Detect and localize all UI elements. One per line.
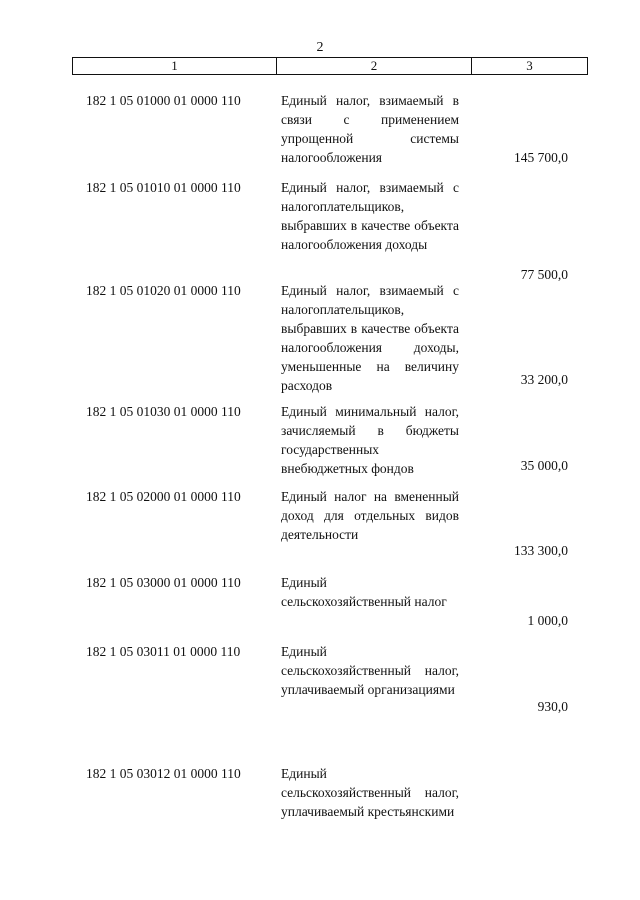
row-description: Единый минимальный налог, зачисляемый в бюджеты государственных внебюджетных фондов [281,404,459,476]
column-header-3: 3 [526,58,533,73]
table-header [72,57,588,75]
row-code: 182 1 05 03012 01 0000 110 [86,766,241,781]
row-code: 182 1 05 01030 01 0000 110 [86,404,241,419]
row-amount: 133 300,0 [514,543,568,558]
row-description: Единый сельскохозяйственный налог, уплачиваемый организациями [281,644,459,697]
column-header-1: 1 [73,58,277,74]
row-description: Единый налог, взимаемый с налогоплательщиков, выбравших в качестве объекта налогообложения доходы, уменьшенные на величину расходов [281,283,459,393]
row-code: 182 1 05 01020 01 0000 110 [86,283,241,298]
row-amount: 1 000,0 [527,613,568,628]
row-description: Единый налог, взимаемый в связи с применением упрощенной системы налогообложения [281,93,459,165]
row-amount: 77 500,0 [520,267,568,282]
row-amount: 145 700,0 [514,150,568,165]
row-code: 182 1 05 01010 01 0000 110 [86,180,241,195]
row-description: Единый налог, взимаемый с налогоплательщиков, выбравших в качестве объекта налогообложения доходы [281,180,459,252]
row-code: 182 1 05 03011 01 0000 110 [86,644,241,659]
row-description: Единый сельскохозяйственный налог, уплачиваемый крестьянскими [281,766,459,819]
page-number: 2 [316,40,324,55]
row-amount: 35 000,0 [520,458,568,473]
row-description: Единый сельскохозяйственный налог [281,575,447,609]
row-amount: 930,0 [537,699,568,714]
column-header-2: 2 [277,58,472,74]
row-code: 182 1 05 03000 01 0000 110 [86,575,241,590]
row-amount: 33 200,0 [520,372,568,387]
row-description: Единый налог на вмененный доход для отдельных видов деятельности [281,489,459,542]
row-code: 182 1 05 02000 01 0000 110 [86,489,241,504]
row-code: 182 1 05 01000 01 0000 110 [86,93,241,108]
